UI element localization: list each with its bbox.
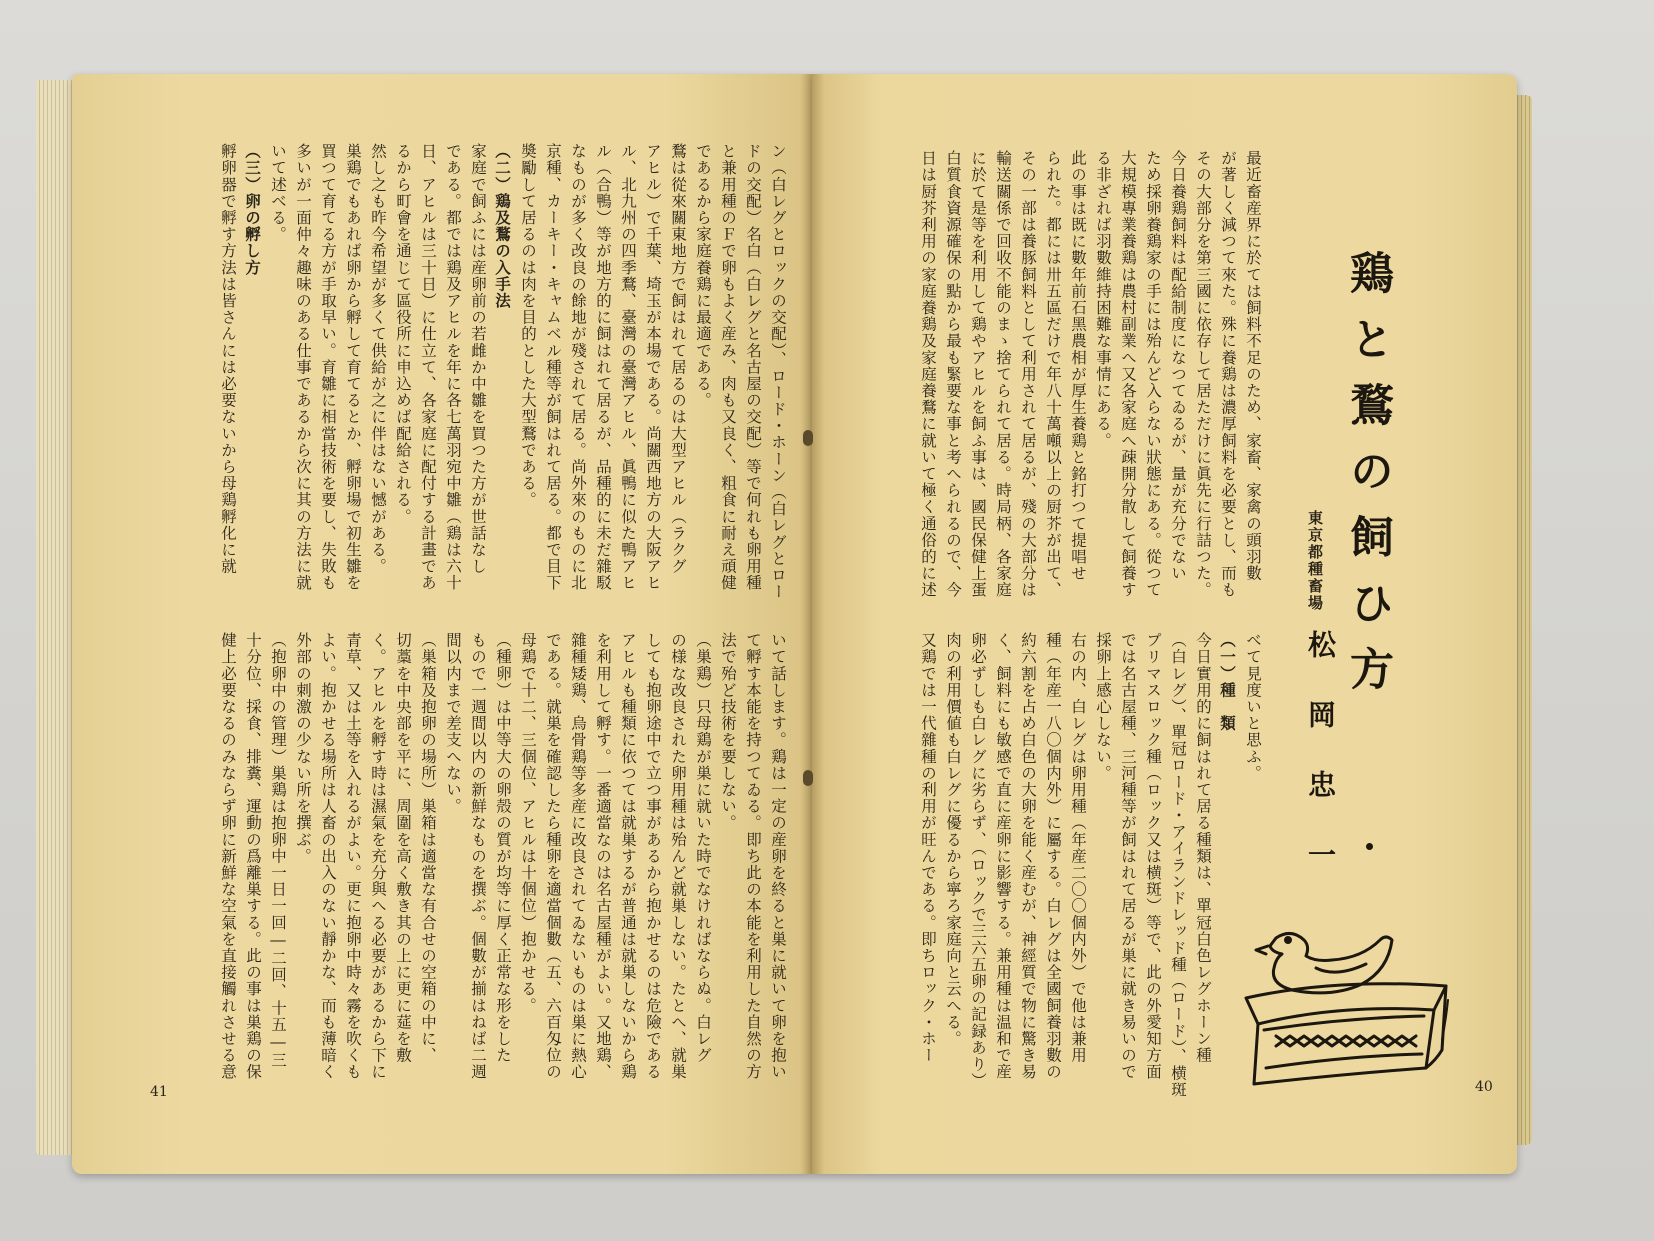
right-page-upper-text xyxy=(880,150,1265,618)
text-line: ン（白レグとロックの交配）、ロード・ホーン（白レグとロー xyxy=(769,143,787,601)
text-line: である。都では鶏及アヒルを年に各七萬羽宛中雛（鶏は六十 xyxy=(444,143,462,592)
text-line: 切藁を中央部を平に、周圍を高く敷き其の上に更に莚を敷 xyxy=(394,632,412,1064)
text-line: なものが多く改良の餘地が殘されて居る。尚外來のものに北 xyxy=(569,143,587,592)
text-line: 約六割を占め白色の大卵を能く産むが、神經質で物に驚き易 xyxy=(1019,632,1037,1081)
binding-hole-lower xyxy=(803,770,813,786)
text-line: る非ざれば羽數維持困難な事情にある。 xyxy=(1094,150,1112,449)
text-line: 然し之も昨今希望が多くて供給が之に伴はない憾がある。 xyxy=(369,143,387,575)
text-line: いて述べる。 xyxy=(269,143,287,243)
text-line: （三）卵の孵し方 xyxy=(243,143,262,276)
text-line: 日は厨芥利用の家庭養鶏及家庭養鶩に就いて極く通俗的に述 xyxy=(919,150,937,599)
text-line: であるから家庭養鶏に最適である。 xyxy=(694,143,712,409)
text-line: 買つて育てる方が手取早い。育雛に相當技術を要し、失敗も xyxy=(319,143,337,592)
text-line: く。アヒルを孵す時は濕氣を充分與へる必要があるから下に xyxy=(369,632,387,1081)
left-page-lower-text xyxy=(135,632,790,1102)
text-line: しても抱卵途中で立つ事があるから抱かせるのは危險である xyxy=(644,632,662,1081)
page-number-left: 41 xyxy=(150,1084,168,1100)
text-line: と兼用種のＦで卵もよく産み、肉も又良く、粗食に耐え頑健 xyxy=(719,143,737,592)
text-line: 奬勵して居るのは肉を目的とした大型鶩である。 xyxy=(519,143,537,509)
text-line: よい。抱かせる場所は人畜の出入のない靜かな、而も薄暗く xyxy=(319,632,337,1081)
text-line: られた。都には卅五區だけで年八十萬噸以上の厨芥が出て、 xyxy=(1044,150,1062,599)
left-page-upper-text xyxy=(135,143,790,611)
author-name: 松岡忠一 xyxy=(1304,630,1337,910)
text-line: （種卵）は中等大の卵殻の質が均等に厚く正常な形をした xyxy=(494,632,512,1064)
author-affiliation: 東京都種畜場 xyxy=(1306,510,1324,612)
text-line: 此の事は既に數年前石黑農相が厚生養鶏と銘打つて提唱せ xyxy=(1069,150,1087,582)
text-line: ドの交配）名白（白レグと名古屋の交配）等で何れも卵用種 xyxy=(744,143,762,592)
duck-on-box-illustration xyxy=(1236,918,1461,1093)
text-line: 白質食資源確保の點から最も緊要な事と考へられるので、今 xyxy=(944,150,962,599)
text-line: （巣鶏）只母鶏が巣に就いた時でなければならぬ。白レグ xyxy=(694,632,712,1064)
text-line: の様な改良された卵用種は殆んど就巣しない。たとへ、就巣 xyxy=(669,632,687,1081)
text-line: 京種、カーキー・キャムベル種等が飼はれて居る。都で目下 xyxy=(544,143,562,592)
text-line: （白レグ）、單冠ロード・アイランドレッド種（ロード）、横斑 xyxy=(1169,632,1187,1098)
text-line: 今日實用的に飼はれて居る種類は、單冠白色レグホーン種 xyxy=(1194,632,1212,1064)
text-line: 又鶏では一代雜種の利用が旺んである。即ちロック・ホー xyxy=(919,632,937,1064)
author-dot xyxy=(1366,843,1373,850)
text-line: 間以内まで差支へない。 xyxy=(444,632,462,815)
text-line: である。就巣を確認したら種卵を適當個數（五、六百匁位の xyxy=(544,632,562,1081)
article-title: 鶏と鶩の飼ひ方 xyxy=(1342,250,1393,712)
text-line: 種（年産一八〇個内外）に屬する。白レグは全國飼養羽數の xyxy=(1044,632,1062,1081)
text-line: て孵す本能を持つてゐる。即ち此の本能を利用した自然の方 xyxy=(744,632,762,1081)
text-line: プリマスロック種（ロック又は横斑）等で、此の外愛知方面 xyxy=(1144,632,1162,1081)
text-line: （一）種 類 xyxy=(1218,632,1237,732)
text-line: アヒルも種類に依つては就巣するが普通は就巣しないから鶏 xyxy=(619,632,637,1081)
text-line: 家庭で飼ふには産卵前の若雌か中雛を買つた方が世話なし xyxy=(469,143,487,575)
text-line: ル、北九州の四季鶩、臺灣の臺灣アヒル、眞鴨に似た鴨アヒ xyxy=(619,143,637,592)
text-line: （抱卵中の管理）巣鶏は抱卵中一日一回―二回、十五―三 xyxy=(269,632,287,1069)
text-line: 今日養鶏飼料は配給制度になつてゐるが、量が充分でない xyxy=(1169,150,1187,582)
text-line: 最近畜産界に於ては飼料不足のため、家畜、家禽の頭羽數 xyxy=(1244,150,1262,582)
text-line: 健上必要なるのみならず卵に新鮮な空氣を直接觸れさせる意 xyxy=(219,632,237,1081)
text-line: を利用して孵す。一番適當なのは名古屋種がよい。又地鶏、 xyxy=(594,632,612,1081)
text-line: では名古屋種、三河種等が飼はれて居るが巣に就き易いので xyxy=(1119,632,1137,1081)
binding-hole-upper xyxy=(803,430,813,446)
text-line: 母鶏で十二、三個位、アヒルは十個位）抱かせる。 xyxy=(519,632,537,1014)
text-line: いて話します。鶏は一定の産卵を終ると巣に就いて卵を抱い xyxy=(769,632,787,1081)
text-line: 卵必ずしも白レグに劣らず、（ロックで三六五卵の記録あり） xyxy=(969,632,987,1090)
text-line: アヒル）で千葉、埼玉が本場である。尚關西地方の大阪アヒ xyxy=(644,143,662,592)
text-line: 右の内、白レグは卵用種（年産二〇〇個内外）で他は兼用 xyxy=(1069,632,1087,1064)
text-line: 鶩は從來關東地方で飼はれて居るのは大型アヒル（ラクグ xyxy=(669,143,687,575)
text-line: 日、アヒルは三十日）に仕立て、各家庭に配付する計畫であ xyxy=(419,143,437,592)
text-line: く、飼料にも敏感で直に産卵に影響する。兼用種は温和で産 xyxy=(994,632,1012,1081)
text-line: 外部の刺激の少ない所を撰ぶ。 xyxy=(294,632,312,865)
right-page-lower-text xyxy=(880,632,1265,1102)
text-line: もので一週間以内の新鮮なものを撰ぶ。個數が揃はねば二週 xyxy=(469,632,487,1081)
text-line: べて見度いと思ふ。 xyxy=(1244,632,1262,782)
text-line: 青草、又は土等を入れるがよい。更に抱卵中時々霧を吹くも xyxy=(344,632,362,1081)
text-line: その一部は養豚飼料として利用されて居るが、殘の大部分は xyxy=(1019,150,1037,599)
book-gutter xyxy=(800,74,824,1174)
text-line: （巣箱及抱卵の場所）巣箱は適當な有合せの空箱の中に、 xyxy=(419,632,437,1064)
page-number-right: 40 xyxy=(1475,1079,1493,1095)
text-line: ル（合鴨）等が地方的に飼はれて居るが、品種的に未だ雜駁 xyxy=(594,143,612,592)
text-line: が著しく減つて來た。殊に養鶏は濃厚飼料を必要とし、而も xyxy=(1219,150,1237,599)
text-line: に於て是等を利用して鶏やアヒルを飼ふ事は、國民保健上蛋 xyxy=(969,150,987,599)
text-line: 雜種矮鶏、烏骨鶏等多産に改良されてゐないものは巣に熱心 xyxy=(569,632,587,1081)
text-line: 十分位、採食、排糞、運動の爲離巣する。此の事は巣鶏の保 xyxy=(244,632,262,1081)
text-line: 輸送關係で回收不能のまゝ捨てられて居る。時局柄、各家庭 xyxy=(994,150,1012,599)
text-line: （二）鶏及鶩の入手法 xyxy=(493,143,512,309)
text-line: 孵卵器で孵す方法は皆さんには必要ないから母鶏孵化に就 xyxy=(219,143,237,575)
text-line: るから町會を通じて區役所に申込めば配給される。 xyxy=(394,143,412,525)
text-line: 多いが一面仲々趣味のある仕事であるから次に其の方法に就 xyxy=(294,143,312,592)
text-line: 巣鶏でもあれば卵から孵して育てるとか、孵卵場で初生雛を xyxy=(344,143,362,592)
text-line: 肉の利用價値も白レグに優るから寧ろ家庭向と云へる。 xyxy=(944,632,962,1047)
text-line: 大規模專業養鶏は農村副業へ又各家庭へ疎開分散して飼養す xyxy=(1119,150,1137,599)
text-line: その大部分を第三國に依存して居ただけに眞先に行詰つた。 xyxy=(1194,150,1212,599)
text-line: ため採卵養鶏家の手には殆んど入らない狀態にある。從つて xyxy=(1144,150,1162,599)
text-line: 法で殆ど技術を要しない。 xyxy=(719,632,737,832)
text-line: 採卵上感心しない。 xyxy=(1094,632,1112,782)
